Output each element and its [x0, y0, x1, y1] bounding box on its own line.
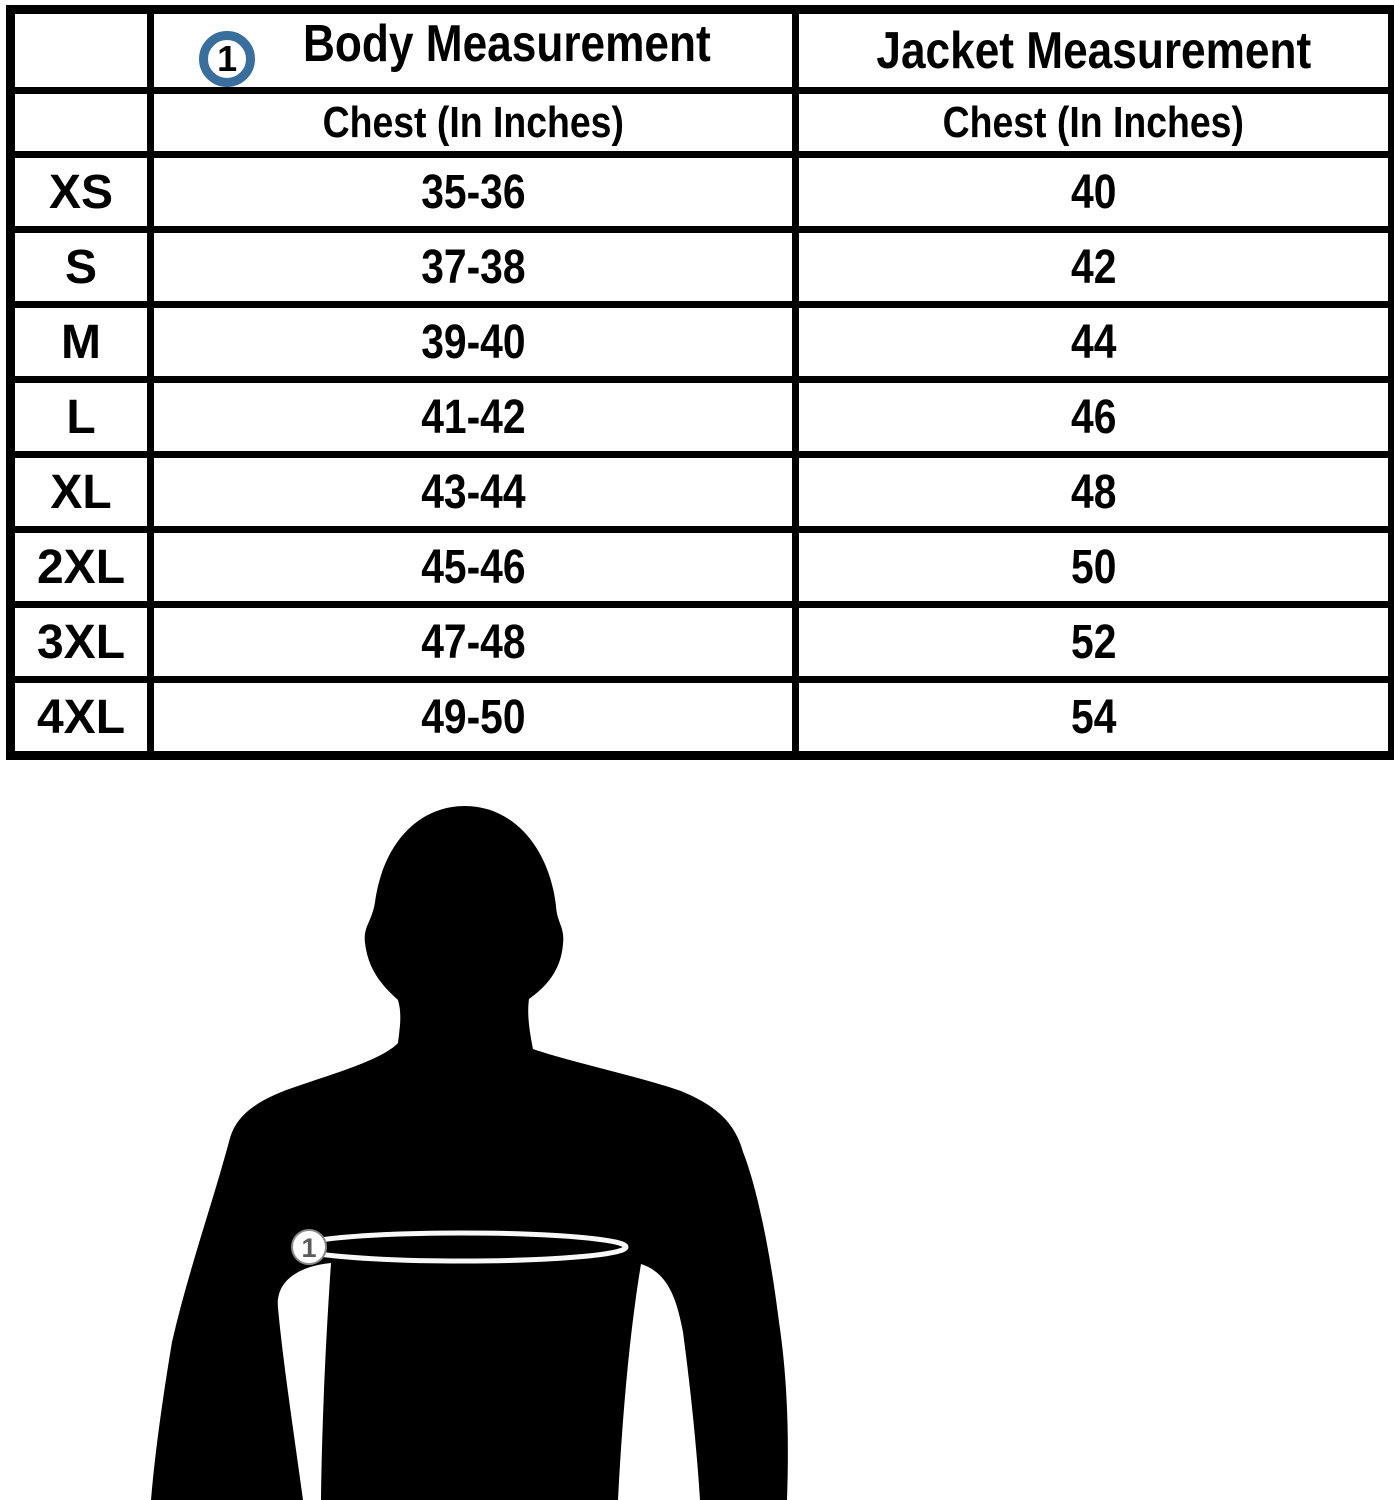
size-label: M: [11, 305, 151, 380]
body-chest-value: [151, 455, 796, 530]
body-chest-value: [151, 605, 796, 680]
jacket-chest-value: [796, 605, 1393, 680]
body-chest-subheader-label: Chest (In Inches): [322, 97, 624, 147]
badge-number: 1: [217, 38, 238, 79]
size-chart-table: [6, 5, 1394, 760]
size-label: 4XL: [11, 680, 151, 756]
body-chest-text: 43-44: [420, 465, 526, 519]
body-measurement-header: [151, 10, 796, 91]
table-row: [11, 455, 1393, 530]
corner-empty-cell: [11, 91, 151, 155]
size-label: 2XL: [11, 530, 151, 605]
jacket-chest-value: [796, 455, 1393, 530]
table-row: [11, 305, 1393, 380]
jacket-chest-subheader: [796, 91, 1393, 155]
body-chest-subheader: [151, 91, 796, 155]
chest-measurement-marker: [292, 1230, 326, 1264]
body-silhouette: [151, 806, 788, 1500]
body-chest-value: [151, 155, 796, 230]
size-label: XL: [11, 455, 151, 530]
size-label: L: [11, 380, 151, 455]
jacket-chest-text: 50: [1070, 540, 1117, 594]
circled-1-icon: [199, 31, 255, 87]
table-row: [11, 155, 1393, 230]
header-row: [11, 10, 1393, 91]
body-chest-value: [151, 680, 796, 756]
jacket-chest-text: 46: [1070, 390, 1117, 444]
body-measurement-title: Body Measurement: [303, 15, 711, 73]
size-label: S: [11, 230, 151, 305]
table-row: [11, 230, 1393, 305]
body-chest-value: [151, 380, 796, 455]
jacket-chest-text: 44: [1070, 315, 1117, 369]
jacket-chest-text: 42: [1070, 240, 1117, 294]
table-row: [11, 605, 1393, 680]
jacket-chest-text: 48: [1070, 465, 1117, 519]
body-chest-text: 35-36: [420, 165, 526, 219]
table-row: [11, 530, 1393, 605]
table-row: [11, 680, 1393, 756]
corner-empty-cell: [11, 10, 151, 91]
jacket-chest-text: 40: [1070, 165, 1117, 219]
body-chest-value: [151, 230, 796, 305]
body-chest-text: 37-38: [420, 240, 526, 294]
body-chest-text: 47-48: [420, 615, 526, 669]
jacket-chest-value: [796, 680, 1393, 756]
subheader-row: [11, 91, 1393, 155]
body-chest-text: 41-42: [420, 390, 526, 444]
body-silhouette-figure: [0, 760, 1394, 1500]
table-row: [11, 380, 1393, 455]
body-chest-text: 49-50: [420, 690, 526, 744]
jacket-chest-text: 52: [1070, 615, 1117, 669]
size-label: 3XL: [11, 605, 151, 680]
jacket-chest-subheader-label: Chest (In Inches): [942, 97, 1245, 147]
jacket-chest-value: [796, 230, 1393, 305]
jacket-measurement-header: [796, 10, 1393, 91]
body-chest-value: [151, 305, 796, 380]
body-chest-text: 45-46: [420, 540, 526, 594]
marker-number: 1: [301, 1233, 317, 1263]
body-chest-text: 39-40: [420, 315, 526, 369]
jacket-chest-text: 54: [1070, 690, 1117, 744]
jacket-measurement-title: Jacket Measurement: [876, 21, 1311, 80]
jacket-chest-value: [796, 530, 1393, 605]
jacket-chest-value: [796, 155, 1393, 230]
size-label: XS: [11, 155, 151, 230]
jacket-chest-value: [796, 305, 1393, 380]
body-chest-value: [151, 530, 796, 605]
jacket-chest-value: [796, 380, 1393, 455]
